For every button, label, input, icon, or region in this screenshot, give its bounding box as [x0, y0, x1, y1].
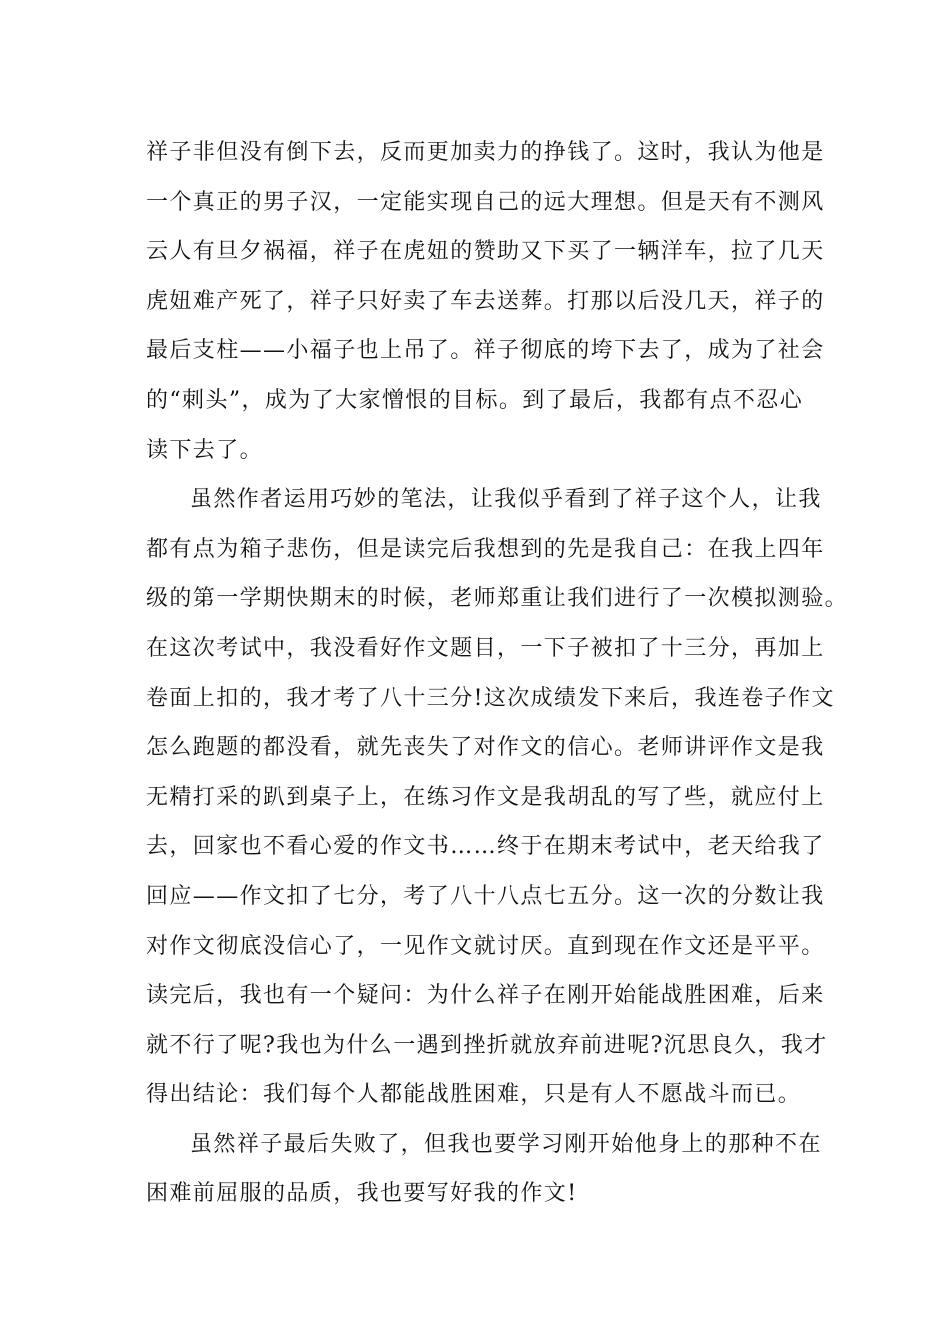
text-line: 在这次考试中，我没看好作文题目，一下子被扣了十三分，再加上 — [146, 635, 825, 661]
paragraph-first-line: 虽然祥子最后失败了，但我也要学习刚开始他身上的那种不在 — [190, 1131, 822, 1157]
text-line: 去，回家也不看心爱的作文书……终于在期末考试中，老天给我了 — [146, 834, 825, 860]
text-line: 得出结论：我们每个人都能战胜困难，只是有人不愿战斗而已。 — [146, 1082, 802, 1108]
text-line: 就不行了呢?我也为什么一遇到挫折就放弃前进呢?沉思良久，我才 — [146, 1032, 828, 1058]
text-line: 云人有旦夕祸福，祥子在虎妞的赞助又下买了一辆洋车，拉了几天 — [146, 239, 825, 265]
text-line: 读完后，我也有一个疑问：为什么祥子在刚开始能战胜困难，后来 — [146, 983, 825, 1009]
text-line: 怎么跑题的都没看，就先丧失了对作文的信心。老师讲评作文是我 — [146, 735, 825, 761]
text-line: 祥子非但没有倒下去，反而更加卖力的挣钱了。这时，我认为他是 — [146, 140, 825, 165]
text-line: 的“刺头”，成为了大家憎恨的目标。到了最后，我都有点不忍心 — [146, 387, 804, 413]
text-line: 都有点为箱子悲伤，但是读完后我想到的先是我自己：在我上四年 — [146, 536, 825, 562]
text-line: 困难前屈服的品质，我也要写好我的作文! — [146, 1181, 578, 1207]
text-line: 回应——作文扣了七分，考了八十八点七五分。这一次的分数让我 — [146, 883, 825, 909]
text-line: 一个真正的男子汉，一定能实现自己的远大理想。但是天有不测风 — [146, 189, 825, 215]
essay-body — [146, 128, 849, 1219]
text-line: 对作文彻底没信心了，一见作文就讨厌。直到现在作文还是平平。 — [146, 933, 825, 959]
text-line: 级的第一学期快期末的时候，老师郑重让我们进行了一次模拟测验。 — [146, 586, 849, 612]
text-line: 读下去了。 — [146, 437, 264, 463]
text-line: 虎妞难产死了，祥子只好卖了车去送葬。打那以后没几天，祥子的 — [146, 288, 825, 314]
text-line: 无精打采的趴到桌子上，在练习作文是我胡乱的写了些，就应付上 — [146, 784, 825, 810]
text-line: 最后支柱——小福子也上吊了。祥子彻底的垮下去了，成为了社会 — [146, 338, 825, 364]
text-line: 卷面上扣的，我才考了八十三分!这次成绩发下来后，我连卷子作文 — [146, 685, 835, 711]
paragraph-first-line: 虽然作者运用巧妙的笔法，让我似乎看到了祥子这个人，让我 — [190, 487, 822, 513]
